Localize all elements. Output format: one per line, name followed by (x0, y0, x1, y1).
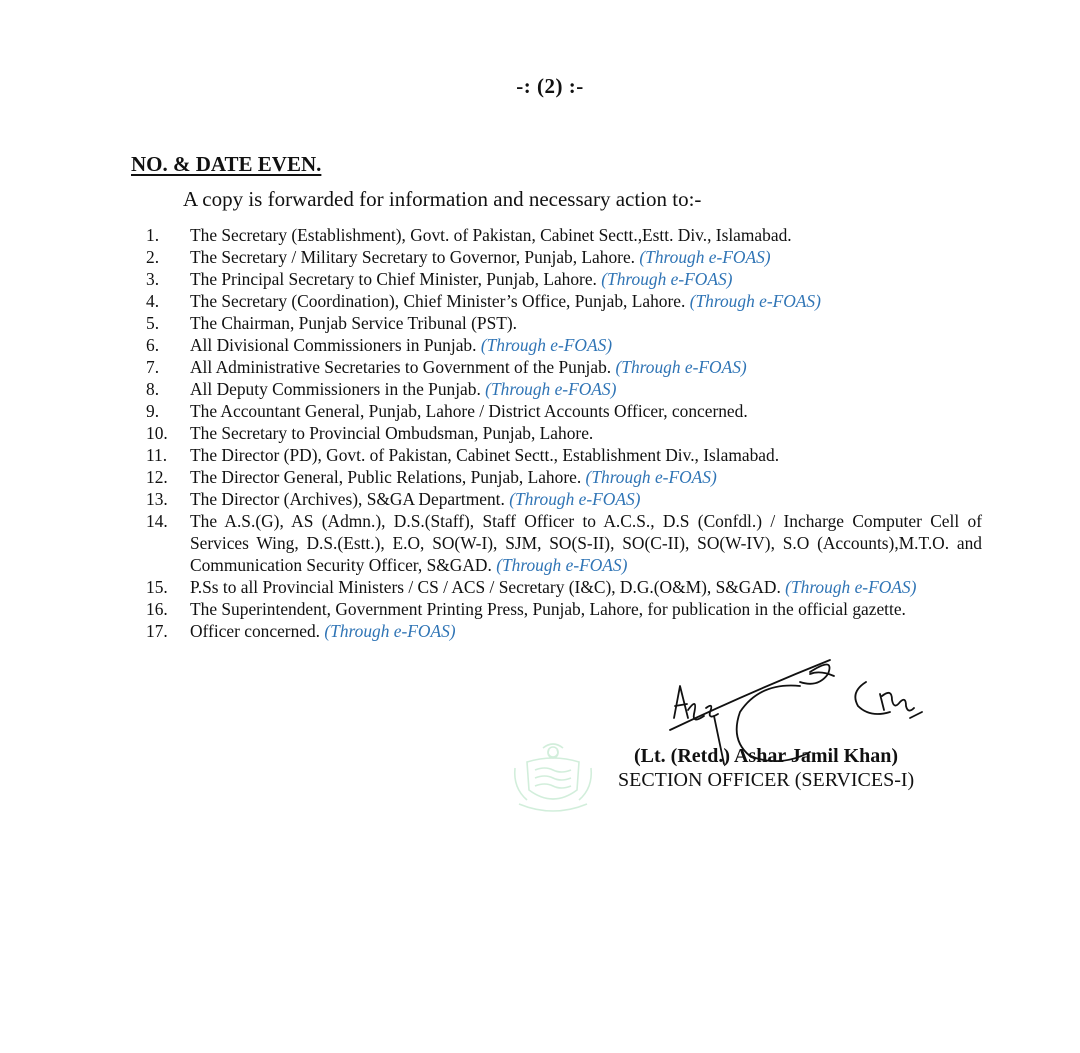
list-item (146, 268, 982, 290)
efoas-note: (Through e-FOAS) (639, 247, 771, 267)
efoas-note: (Through e-FOAS) (601, 269, 733, 289)
item-number: 5. (146, 313, 160, 333)
item-number: 4. (146, 291, 160, 311)
item-number: 12. (146, 467, 168, 487)
item-text: The Secretary (Establishment), Govt. of Pakistan, Cabinet Sectt.,Estt. Div., Islamabad. (190, 225, 792, 245)
list-item (146, 488, 982, 510)
distribution-list (146, 224, 982, 642)
item-text: The Secretary (Coordination), Chief Minister’s Office, Punjab, Lahore. (Through e-FOAS) (190, 291, 821, 311)
list-item (146, 598, 982, 620)
list-item (146, 290, 982, 312)
efoas-note: (Through e-FOAS) (615, 357, 747, 377)
list-item (146, 378, 982, 400)
list-item (146, 312, 982, 334)
item-number: 17. (146, 621, 168, 641)
list-item (146, 334, 982, 356)
item-text: All Administrative Secretaries to Government of the Punjab. (Through e-FOAS) (190, 357, 747, 377)
efoas-note: (Through e-FOAS) (509, 489, 641, 509)
item-number: 15. (146, 577, 168, 597)
item-text: The Principal Secretary to Chief Minister, Punjab, Lahore. (Through e-FOAS) (190, 269, 733, 289)
list-item (146, 620, 982, 642)
item-number: 3. (146, 269, 160, 289)
page-number: -: (2) :- (516, 74, 584, 98)
item-number: 11. (146, 445, 168, 465)
efoas-note: (Through e-FOAS) (324, 621, 456, 641)
item-number: 7. (146, 357, 160, 377)
item-text: The A.S.(G), AS (Admn.), D.S.(Staff), Staff Officer to A.C.S., D.S (Confdl.) / Incharge Computer Cell of Services Wing, D.S.(Estt.), E.O, SO(W-I), SJM, SO(S-II), SO(C-II), SO(W-IV), S.O (Accounts),M.T.O. and Communication Security Officer, S&GAD. (Through e-FOAS) (190, 511, 982, 575)
item-number: 8. (146, 379, 160, 399)
item-number: 13. (146, 489, 168, 509)
item-number: 9. (146, 401, 160, 421)
item-text: The Accountant General, Punjab, Lahore / District Accounts Officer, concerned. (190, 401, 748, 421)
list-item (146, 246, 982, 268)
item-text: All Deputy Commissioners in the Punjab. (Through e-FOAS) (190, 379, 617, 399)
item-text: The Chairman, Punjab Service Tribunal (PST). (190, 313, 518, 333)
item-number: 16. (146, 599, 168, 619)
item-number: 1. (146, 225, 160, 245)
list-item (146, 356, 982, 378)
item-number: 6. (146, 335, 160, 355)
list-item (146, 466, 982, 488)
item-text: The Director General, Public Relations, Punjab, Lahore. (Through e-FOAS) (190, 467, 717, 487)
list-item (146, 422, 982, 444)
list-item (146, 576, 982, 598)
item-text: The Secretary to Provincial Ombudsman, Punjab, Lahore. (190, 423, 594, 443)
reference-heading: NO. & DATE EVEN. (131, 152, 322, 176)
forwarding-intro: A copy is forwarded for information and necessary action to:- (183, 187, 702, 211)
item-number: 10. (146, 423, 168, 443)
efoas-note: (Through e-FOAS) (689, 291, 821, 311)
item-number: 14. (146, 511, 168, 531)
signatory-name: (Lt. (Retd.) Ashar Jamil Khan) (634, 745, 899, 767)
item-text: The Director (PD), Govt. of Pakistan, Cabinet Sectt., Establishment Div., Islamabad. (190, 445, 780, 465)
item-text: The Secretary / Military Secretary to Governor, Punjab, Lahore. (Through e-FOAS) (190, 247, 771, 267)
item-text: All Divisional Commissioners in Punjab. (Through e-FOAS) (190, 335, 613, 355)
government-seal-watermark (505, 738, 601, 814)
item-text: P.Ss to all Provincial Ministers / CS / ACS / Secretary (I&C), D.G.(O&M), S&GAD. (Through e-FOAS) (190, 577, 917, 597)
item-number: 2. (146, 247, 160, 267)
signatory-designation: SECTION OFFICER (SERVICES-I) (618, 769, 915, 791)
efoas-note: (Through e-FOAS) (785, 577, 917, 597)
efoas-note: (Through e-FOAS) (496, 555, 628, 575)
efoas-note: (Through e-FOAS) (480, 335, 613, 355)
efoas-note: (Through e-FOAS) (485, 379, 617, 399)
list-item (146, 444, 982, 466)
item-text: Officer concerned. (Through e-FOAS) (190, 621, 456, 641)
list-item (146, 510, 982, 576)
item-text: The Superintendent, Government Printing Press, Punjab, Lahore, for publication in the official gazette. (190, 599, 906, 619)
list-item (146, 224, 982, 246)
efoas-note: (Through e-FOAS) (585, 467, 717, 487)
list-item (146, 400, 982, 422)
item-text: The Director (Archives), S&GA Department. (Through e-FOAS) (190, 489, 641, 509)
